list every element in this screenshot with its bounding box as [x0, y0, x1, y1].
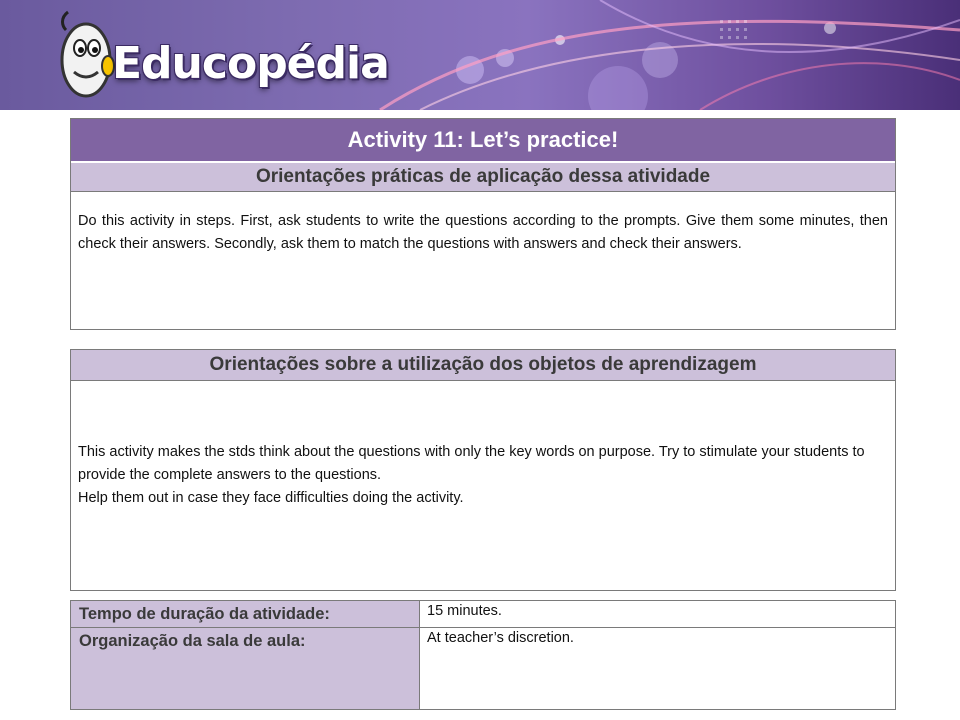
header-banner	[0, 0, 960, 110]
learning-objects-paragraph-2: Help them out in case they face difficulties doing the activity.	[78, 490, 464, 506]
mouse-mascot-icon	[54, 8, 118, 102]
duration-label: Tempo de duração da atividade:	[71, 601, 420, 628]
learning-objects-text	[71, 381, 895, 510]
brand-logo-text: Educopédia	[112, 38, 389, 89]
learning-objects-heading: Orientações sobre a utilização dos objetos de aprendizagem	[71, 350, 895, 381]
activity-info-table	[70, 600, 896, 710]
organization-label: Organização da sala de aula:	[71, 628, 420, 709]
organization-value: At teacher’s discretion.	[427, 630, 574, 646]
activity-title: Activity 11: Let’s practice!	[71, 119, 895, 163]
learning-objects-panel	[70, 349, 896, 591]
practical-guidance-text	[71, 192, 895, 256]
learning-objects-paragraph-1: This activity makes the stds think about the questions with only the key words on purpose. Try to stimulate your students to provide the complete answers to the questions.	[78, 444, 865, 483]
practical-guidance-heading: Orientações práticas de aplicação dessa atividade	[71, 163, 895, 192]
duration-value: 15 minutes.	[420, 601, 895, 628]
practical-guidance-panel	[70, 118, 896, 330]
practical-guidance-paragraph: Do this activity in steps. First, ask students to write the questions according to the prompts. Give them some minutes, then check their answers. Secondly, ask them to match the questions with answers and check their answers.	[78, 213, 888, 252]
